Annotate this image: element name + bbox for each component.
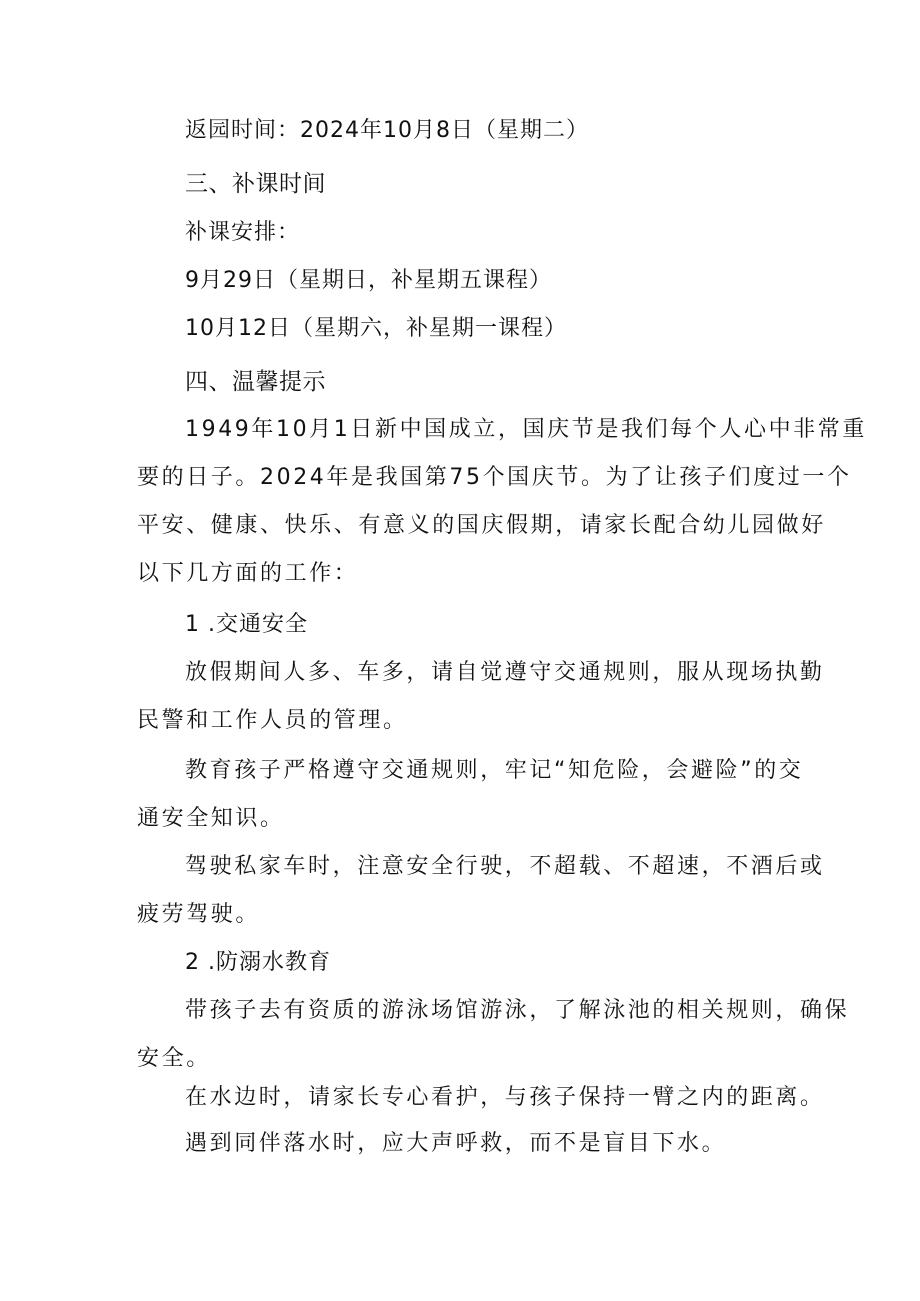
- makeup-item-2: 10月12日（星期六，补星期一课程）: [185, 316, 567, 341]
- traffic-safety-title: 1 .交通安全: [185, 612, 308, 637]
- section-4-heading: 四、温馨提示: [185, 369, 326, 395]
- return-time-line: 返园时间：2024年10月8日（星期二）: [185, 118, 589, 143]
- traffic-para-1-line-2: 民警和工作人员的管理。: [137, 708, 408, 733]
- makeup-label: 补课安排：: [185, 220, 301, 245]
- intro-line-2: 要的日子。2024年是我国第75个国庆节。为了让孩子们度过一个: [137, 465, 852, 490]
- traffic-para-3-line-1: 驾驶私家车时，注意安全行驶，不超载、不超速，不酒后或: [185, 854, 825, 879]
- traffic-para-2-line-1: 教育孩子严格遵守交通规则，牢记“知危险，会避险”的交: [185, 758, 804, 783]
- makeup-item-1: 9月29日（星期日，补星期五课程）: [185, 268, 552, 293]
- drowning-para-2-line-1: 在水边时，请家长专心看护，与孩子保持一臂之内的距离。: [185, 1085, 825, 1110]
- traffic-para-2-line-2: 通安全知识。: [137, 806, 285, 831]
- drowning-para-1-line-1: 带孩子去有资质的游泳场馆游泳，了解泳池的相关规则，确保: [185, 998, 850, 1023]
- section-3-heading: 三、补课时间: [185, 171, 326, 197]
- intro-line-4: 以下几方面的工作：: [137, 561, 359, 586]
- traffic-para-3-line-2: 疲劳驾驶。: [137, 902, 261, 927]
- traffic-para-1-line-1: 放假期间人多、车多，请自觉遵守交通规则，服从现场执勤: [185, 660, 825, 685]
- drowning-para-1-line-2: 安全。: [137, 1046, 211, 1071]
- drowning-prevention-title: 2 .防溺水教育: [185, 950, 331, 975]
- drowning-para-3-line-1: 遇到同伴落水时，应大声呼救，而不是盲目下水。: [185, 1131, 727, 1156]
- intro-line-3: 平安、健康、快乐、有意义的国庆假期，请家长配合幼儿园做好: [137, 513, 826, 538]
- intro-line-1: 1949年10月1日新中国成立，国庆节是我们每个人心中非常重: [185, 417, 867, 442]
